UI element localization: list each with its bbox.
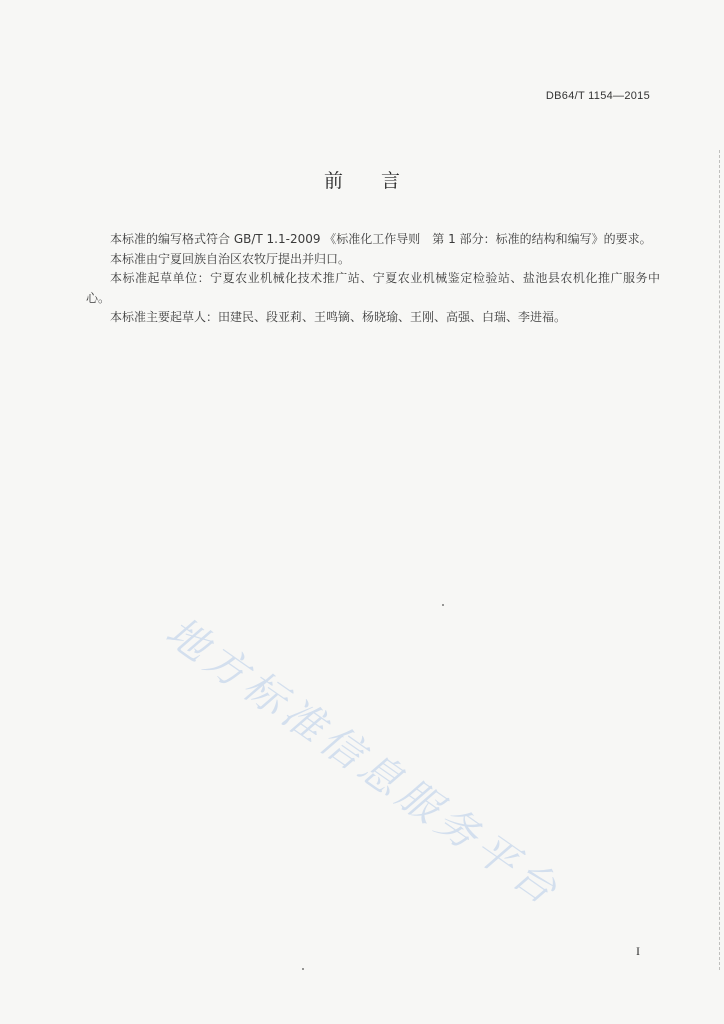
document-code: DB64/T 1154—2015 [545,90,650,102]
foreword-body [86,230,660,328]
page-title: 前言 [323,170,438,192]
paragraph-format: 本标准的编写格式符合 GB/T 1.1-2009 《标准化工作导则 第 1 部分：标准的结构和编写》的要求。 [110,232,652,246]
paragraph-drafters: 本标准主要起草人：田建民、段亚莉、王鸣镝、杨晓瑜、王刚、高强、白瑞、李进福。 [110,310,567,324]
watermark: 地方标准信息服务平台 [157,607,570,917]
paragraph-drafting-units: 本标准起草单位：宁夏农业机械化技术推广站、宁夏农业机械鉴定检验站、盐池县农机化推广服务中心。 [86,271,660,305]
page-number: I [636,944,640,958]
scan-speck [442,604,444,606]
scan-speck [302,968,304,970]
scan-edge-artifact [717,150,720,970]
paragraph-proposer: 本标准由宁夏回族自治区农牧厅提出并归口。 [110,251,351,266]
